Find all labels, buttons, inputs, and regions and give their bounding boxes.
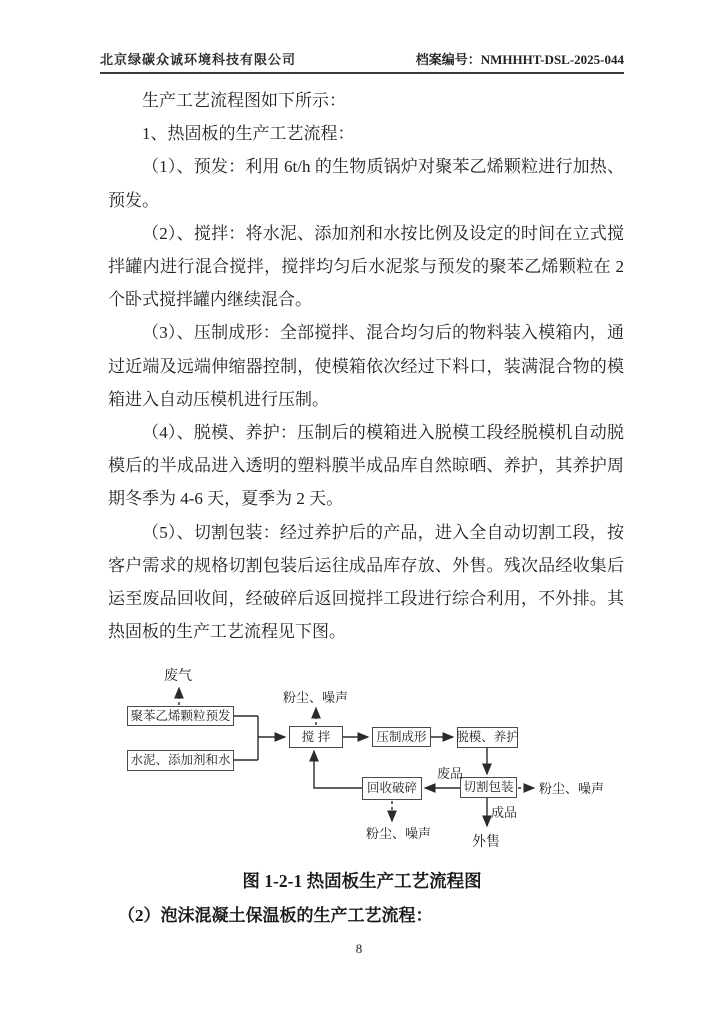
paragraph-step-1: （1）、预发：利用 6t/h 的生物质锅炉对聚苯乙烯颗粒进行加热、预发。 xyxy=(108,157,624,210)
paragraph-step-2: （2）、搅拌：将水泥、添加剂和水按比例及设定的时间在立式搅拌罐内进行混合搅拌，搅拌均匀后水泥浆与预发的聚苯乙烯颗粒在 2 个卧式搅拌罐内继续混合。 xyxy=(108,223,624,310)
label-waste-product: 废品 xyxy=(437,766,464,781)
node-pressing: 压制成形 xyxy=(372,727,431,747)
paragraph-intro: 生产工艺流程图如下所示： xyxy=(142,91,346,110)
body-text xyxy=(108,84,624,648)
section-subheading: （2）泡沫混凝土保温板的生产工艺流程： xyxy=(118,906,433,925)
node-materials: 水泥、添加剂和水 xyxy=(127,750,234,771)
node-pre-expansion: 聚苯乙烯颗粒预发 xyxy=(127,706,234,726)
node-mixing: 搅 拌 xyxy=(289,726,343,748)
flowchart-connectors xyxy=(0,655,724,855)
label-dust-noise-recycling: 粉尘、噪声 xyxy=(366,826,432,841)
paragraph-step-3: （3）、压制成形：全部搅拌、混合均匀后的物料装入模箱内，通过近端及远端伸缩器控制，使模箱依次经过下料口，装满混合物的模箱进入自动压模机进行压制。 xyxy=(108,323,624,409)
label-finished-product: 成品 xyxy=(491,805,518,820)
label-waste-gas: 废气 xyxy=(164,667,192,683)
page-number: 8 xyxy=(355,941,363,956)
label-dust-noise-cutting: 粉尘、噪声 xyxy=(539,781,605,796)
paragraph-section-1: 1、热固板的生产工艺流程： xyxy=(142,124,355,144)
label-sold: 外售 xyxy=(472,833,500,849)
node-recycling: 回收破碎 xyxy=(362,777,422,800)
node-cutting: 切割包装 xyxy=(460,777,517,798)
label-dust-noise-mixing: 粉尘、噪声 xyxy=(283,690,349,705)
page-header xyxy=(100,50,624,74)
node-demolding: 脱模、养护 xyxy=(457,727,518,748)
figure-caption: 图 1-2-1 热固板生产工艺流程图 xyxy=(242,871,482,891)
company-name: 北京绿碳众诚环境科技有限公司 xyxy=(100,52,297,67)
paragraph-step-4: （4）、脱模、养护：压制后的模箱进入脱模工段经脱模机自动脱模后的半成品进入透明的塑料膜半成品库自然晾晒、养护，其养护周期冬季为 4-6 天，夏季为 2 天。 xyxy=(108,423,624,509)
document-number: 档案编号：NMHHHT-DSL-2025-044 xyxy=(415,52,624,67)
paragraph-step-5: （5）、切割包装：经过养护后的产品，进入全自动切割工段，按客户需求的规格切割包装后运往成品库存放、外售。残次品经收集后运至废品回收间，经破碎后返回搅拌工段进行综合利用，不外排。其热固板的生产工艺流程见下图。 xyxy=(108,522,624,642)
process-flowchart xyxy=(0,655,724,855)
